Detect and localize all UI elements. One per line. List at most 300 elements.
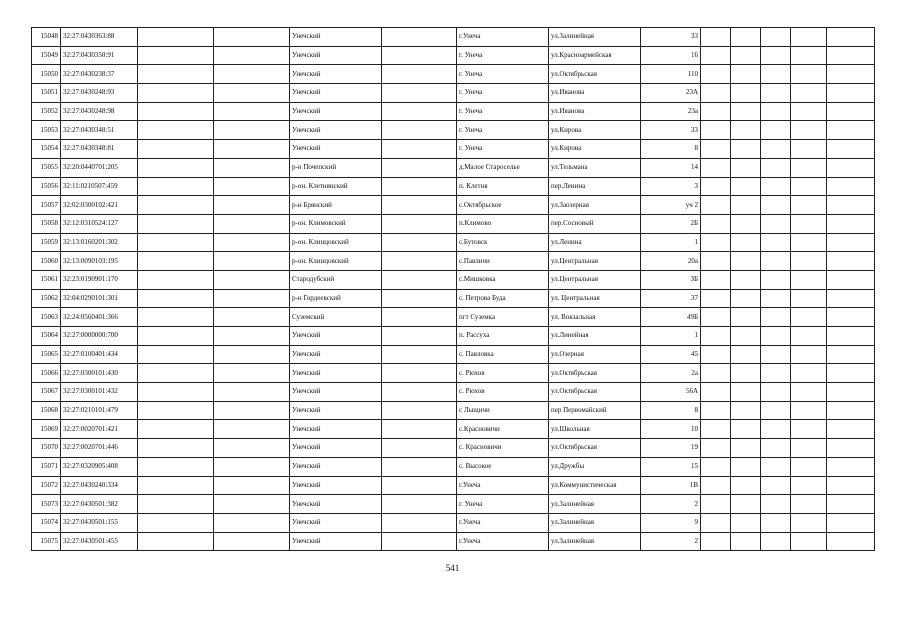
locality: г. Унеча (457, 121, 549, 140)
empty-cell (761, 476, 791, 495)
empty-cell (138, 401, 214, 420)
district: Унечский (290, 65, 382, 84)
empty-cell (701, 289, 731, 308)
street: ул.Красноармейская (549, 46, 641, 65)
table-row (32, 177, 875, 196)
cadastral-number: 32:27:0430501:382 (61, 495, 138, 514)
empty-cell (791, 308, 827, 327)
empty-cell (791, 140, 827, 159)
empty-cell (731, 102, 761, 121)
table-row (32, 196, 875, 215)
empty-cell (701, 383, 731, 402)
empty-cell (827, 289, 875, 308)
empty-cell (791, 495, 827, 514)
empty-cell (138, 308, 214, 327)
empty-cell (138, 457, 214, 476)
empty-cell (382, 439, 457, 458)
empty-cell (701, 401, 731, 420)
empty-cell (382, 84, 457, 103)
empty-cell (827, 401, 875, 420)
empty-cell (731, 364, 761, 383)
empty-cell (761, 121, 791, 140)
empty-cell (827, 364, 875, 383)
empty-cell (214, 476, 290, 495)
street: ул.Центральная (549, 270, 641, 289)
empty-cell (731, 327, 761, 346)
district: Унечский (290, 383, 382, 402)
locality: с. Петрова Буда (457, 289, 549, 308)
table-row (32, 364, 875, 383)
street: пер Первомайский (549, 401, 641, 420)
house-number: 2Б (641, 214, 701, 233)
record-number: 15068 (32, 401, 61, 420)
locality: г.Унеча (457, 513, 549, 532)
table-row (32, 439, 875, 458)
empty-cell (827, 158, 875, 177)
cadastral-number: 32:27:0100401:434 (61, 345, 138, 364)
empty-cell (214, 214, 290, 233)
empty-cell (214, 457, 290, 476)
record-number: 15050 (32, 65, 61, 84)
record-number: 15064 (32, 327, 61, 346)
record-number: 15074 (32, 513, 61, 532)
empty-cell (791, 401, 827, 420)
empty-cell (701, 46, 731, 65)
empty-cell (214, 84, 290, 103)
locality: с.Павличи (457, 252, 549, 271)
cadastral-number: 32:27:0430363:88 (61, 28, 138, 47)
district: Унечский (290, 84, 382, 103)
empty-cell (791, 214, 827, 233)
empty-cell (761, 513, 791, 532)
empty-cell (827, 28, 875, 47)
empty-cell (138, 439, 214, 458)
district: Унечский (290, 401, 382, 420)
empty-cell (701, 121, 731, 140)
table-row (32, 84, 875, 103)
empty-cell (382, 140, 457, 159)
cadastral-number: 32:27:0300101:430 (61, 364, 138, 383)
empty-cell (382, 327, 457, 346)
empty-cell (827, 327, 875, 346)
district: р-он. Клетнянский (290, 177, 382, 196)
empty-cell (761, 177, 791, 196)
empty-cell (827, 420, 875, 439)
empty-cell (761, 289, 791, 308)
empty-cell (701, 532, 731, 551)
house-number: 1В (641, 476, 701, 495)
empty-cell (701, 327, 731, 346)
empty-cell (701, 345, 731, 364)
empty-cell (701, 233, 731, 252)
record-number: 15070 (32, 439, 61, 458)
empty-cell (731, 270, 761, 289)
empty-cell (731, 121, 761, 140)
empty-cell (791, 28, 827, 47)
empty-cell (761, 383, 791, 402)
empty-cell (382, 457, 457, 476)
cadastral-number: 32:27:0020701:446 (61, 439, 138, 458)
empty-cell (138, 495, 214, 514)
empty-cell (731, 513, 761, 532)
empty-cell (214, 308, 290, 327)
empty-cell (761, 495, 791, 514)
cadastral-number: 32:04:0290101:301 (61, 289, 138, 308)
house-number: 37 (641, 289, 701, 308)
street: ул.Заозерная (549, 196, 641, 215)
table-row (32, 476, 875, 495)
empty-cell (731, 420, 761, 439)
table-row (32, 495, 875, 514)
table-row (32, 513, 875, 532)
locality: с. Красновичи (457, 439, 549, 458)
empty-cell (731, 495, 761, 514)
empty-cell (214, 233, 290, 252)
empty-cell (382, 214, 457, 233)
empty-cell (701, 28, 731, 47)
record-number: 15061 (32, 270, 61, 289)
house-number: 23А (641, 84, 701, 103)
empty-cell (138, 476, 214, 495)
table-row (32, 345, 875, 364)
locality: г. Унеча (457, 84, 549, 103)
district: Унечский (290, 140, 382, 159)
district: Унечский (290, 439, 382, 458)
empty-cell (701, 252, 731, 271)
house-number: 20а (641, 252, 701, 271)
house-number: 33 (641, 121, 701, 140)
empty-cell (382, 46, 457, 65)
house-number: 49Б (641, 308, 701, 327)
empty-cell (214, 439, 290, 458)
locality: с.Бутовск (457, 233, 549, 252)
empty-cell (382, 28, 457, 47)
empty-cell (214, 252, 290, 271)
empty-cell (791, 289, 827, 308)
table-row (32, 121, 875, 140)
cadastral-number: 32:11:0210507:459 (61, 177, 138, 196)
street: ул.Кирова (549, 140, 641, 159)
record-number: 15056 (32, 177, 61, 196)
empty-cell (761, 439, 791, 458)
empty-cell (827, 252, 875, 271)
cadastral-number: 32:27:0020701:421 (61, 420, 138, 439)
empty-cell (731, 196, 761, 215)
empty-cell (827, 513, 875, 532)
empty-cell (761, 65, 791, 84)
locality: г.Унеча (457, 28, 549, 47)
district: р-н Брянский (290, 196, 382, 215)
empty-cell (382, 102, 457, 121)
empty-cell (701, 270, 731, 289)
empty-cell (731, 214, 761, 233)
empty-cell (791, 476, 827, 495)
empty-cell (761, 84, 791, 103)
empty-cell (214, 327, 290, 346)
empty-cell (791, 158, 827, 177)
table-row (32, 140, 875, 159)
district: Унечский (290, 28, 382, 47)
house-number: 1 (641, 327, 701, 346)
empty-cell (827, 121, 875, 140)
empty-cell (138, 158, 214, 177)
cadastral-number: 32:27:0430348:81 (61, 140, 138, 159)
street: ул.Центральная (549, 252, 641, 271)
cadastral-number: 32:13:0160201:302 (61, 233, 138, 252)
locality: д.Малое Старосельe (457, 158, 549, 177)
empty-cell (214, 513, 290, 532)
empty-cell (214, 345, 290, 364)
street: ул.Октябрьская (549, 383, 641, 402)
district: Унечский (290, 121, 382, 140)
empty-cell (731, 383, 761, 402)
locality: пгт Суземка (457, 308, 549, 327)
cadastral-number: 32:20:0440701:205 (61, 158, 138, 177)
record-number: 15066 (32, 364, 61, 383)
street: ул.Ленина (549, 233, 641, 252)
empty-cell (138, 270, 214, 289)
table-row (32, 270, 875, 289)
district: р-он. Клинцовский (290, 252, 382, 271)
house-number: 110 (641, 65, 701, 84)
cadastral-number: 32:27:0300101:432 (61, 383, 138, 402)
record-number: 15075 (32, 532, 61, 551)
empty-cell (382, 252, 457, 271)
table-row (32, 46, 875, 65)
table-row (32, 28, 875, 47)
empty-cell (731, 308, 761, 327)
street: ул.Залинейная (549, 513, 641, 532)
empty-cell (761, 364, 791, 383)
record-number: 15049 (32, 46, 61, 65)
empty-cell (761, 345, 791, 364)
locality: г. Унеча (457, 140, 549, 159)
locality: с Лыщичи (457, 401, 549, 420)
empty-cell (382, 345, 457, 364)
record-number: 15051 (32, 84, 61, 103)
record-number: 15053 (32, 121, 61, 140)
table-row (32, 158, 875, 177)
empty-cell (761, 420, 791, 439)
empty-cell (138, 532, 214, 551)
empty-cell (791, 46, 827, 65)
empty-cell (731, 140, 761, 159)
street: ул.Залинейная (549, 495, 641, 514)
empty-cell (791, 252, 827, 271)
empty-cell (791, 196, 827, 215)
empty-cell (731, 476, 761, 495)
empty-cell (827, 233, 875, 252)
empty-cell (214, 495, 290, 514)
district: Унечский (290, 420, 382, 439)
empty-cell (214, 28, 290, 47)
cadastral-number: 32:13:0090103:195 (61, 252, 138, 271)
empty-cell (382, 495, 457, 514)
empty-cell (214, 65, 290, 84)
cadastral-number: 32:27:0000000:700 (61, 327, 138, 346)
empty-cell (761, 401, 791, 420)
empty-cell (214, 46, 290, 65)
street: пер.Сосновый (549, 214, 641, 233)
empty-cell (761, 28, 791, 47)
district: р-он. Клинцовский (290, 233, 382, 252)
empty-cell (214, 270, 290, 289)
record-number: 15073 (32, 495, 61, 514)
empty-cell (138, 364, 214, 383)
record-number: 15062 (32, 289, 61, 308)
empty-cell (827, 140, 875, 159)
empty-cell (138, 289, 214, 308)
empty-cell (731, 84, 761, 103)
empty-cell (827, 532, 875, 551)
empty-cell (791, 84, 827, 103)
street: ул.Тельмана (549, 158, 641, 177)
empty-cell (138, 420, 214, 439)
empty-cell (731, 289, 761, 308)
empty-cell (382, 420, 457, 439)
record-number: 15063 (32, 308, 61, 327)
record-number: 15071 (32, 457, 61, 476)
house-number: 2 (641, 532, 701, 551)
empty-cell (827, 84, 875, 103)
house-number: 15 (641, 457, 701, 476)
street: ул.Иванова (549, 84, 641, 103)
district: Унечский (290, 457, 382, 476)
empty-cell (761, 102, 791, 121)
street: ул.Дружбы (549, 457, 641, 476)
district: Унечский (290, 345, 382, 364)
empty-cell (827, 476, 875, 495)
house-number: 8 (641, 401, 701, 420)
empty-cell (827, 383, 875, 402)
empty-cell (731, 65, 761, 84)
record-number: 15065 (32, 345, 61, 364)
empty-cell (827, 196, 875, 215)
empty-cell (382, 532, 457, 551)
empty-cell (791, 383, 827, 402)
cadastral-number: 32:27:0430501:155 (61, 513, 138, 532)
locality: г. Унеча (457, 495, 549, 514)
table-row (32, 308, 875, 327)
empty-cell (827, 439, 875, 458)
locality: с.Мишковка (457, 270, 549, 289)
record-number: 15072 (32, 476, 61, 495)
empty-cell (731, 158, 761, 177)
page-number: 541 (445, 563, 460, 573)
empty-cell (827, 214, 875, 233)
cadastral-number: 32:27:0320905:408 (61, 457, 138, 476)
house-number: 9 (641, 513, 701, 532)
empty-cell (791, 457, 827, 476)
street: ул.Октябрьская (549, 364, 641, 383)
record-number: 15059 (32, 233, 61, 252)
district: Унечский (290, 513, 382, 532)
table-row (32, 252, 875, 271)
empty-cell (701, 420, 731, 439)
empty-cell (701, 457, 731, 476)
empty-cell (382, 233, 457, 252)
empty-cell (701, 495, 731, 514)
cadastral-number: 32:27:0430240:334 (61, 476, 138, 495)
table-row (32, 420, 875, 439)
cadastral-number: 32:27:0430350:91 (61, 46, 138, 65)
table-row (32, 327, 875, 346)
empty-cell (214, 401, 290, 420)
cadastral-number: 32:27:0430248:93 (61, 84, 138, 103)
locality: п. Рассуха (457, 327, 549, 346)
empty-cell (138, 345, 214, 364)
street: ул.Озерная (549, 345, 641, 364)
street: ул.Залинейная (549, 28, 641, 47)
locality: г. Унеча (457, 102, 549, 121)
empty-cell (382, 513, 457, 532)
district: Унечский (290, 364, 382, 383)
empty-cell (827, 308, 875, 327)
empty-cell (701, 364, 731, 383)
street: ул.Иванова (549, 102, 641, 121)
locality: с.Октябрьское (457, 196, 549, 215)
house-number: 3Б (641, 270, 701, 289)
empty-cell (761, 140, 791, 159)
house-number: 45 (641, 345, 701, 364)
cadastral-number: 32:27:0210101:479 (61, 401, 138, 420)
street: пер.Ленина (549, 177, 641, 196)
empty-cell (731, 177, 761, 196)
empty-cell (138, 214, 214, 233)
district: Стародубский (290, 270, 382, 289)
empty-cell (214, 102, 290, 121)
district: р-н Гордеевский (290, 289, 382, 308)
empty-cell (701, 158, 731, 177)
empty-cell (761, 270, 791, 289)
empty-cell (214, 383, 290, 402)
house-number: 19 (641, 439, 701, 458)
empty-cell (214, 121, 290, 140)
district: Унечский (290, 495, 382, 514)
street: ул.Коммунистическая (549, 476, 641, 495)
locality: с. Рюхов (457, 364, 549, 383)
street: ул.Октябрьская (549, 439, 641, 458)
empty-cell (138, 46, 214, 65)
table-row (32, 401, 875, 420)
locality: г. Унеча (457, 65, 549, 84)
empty-cell (214, 177, 290, 196)
street: ул. Центральная (549, 289, 641, 308)
street: ул.Кирова (549, 121, 641, 140)
cadastral-number: 32:27:0430238:37 (61, 65, 138, 84)
locality: с. Павловка (457, 345, 549, 364)
house-number: 3 (641, 177, 701, 196)
street: ул.Школьная (549, 420, 641, 439)
empty-cell (138, 140, 214, 159)
empty-cell (214, 420, 290, 439)
empty-cell (761, 196, 791, 215)
empty-cell (138, 513, 214, 532)
empty-cell (827, 65, 875, 84)
district: Унечский (290, 476, 382, 495)
empty-cell (138, 65, 214, 84)
empty-cell (731, 345, 761, 364)
locality: г.Унеча (457, 532, 549, 551)
house-number: 16 (641, 46, 701, 65)
empty-cell (138, 383, 214, 402)
empty-cell (701, 140, 731, 159)
cadastral-number: 32:23:0190901:170 (61, 270, 138, 289)
house-number: 23а (641, 102, 701, 121)
empty-cell (214, 364, 290, 383)
empty-cell (761, 233, 791, 252)
empty-cell (214, 140, 290, 159)
